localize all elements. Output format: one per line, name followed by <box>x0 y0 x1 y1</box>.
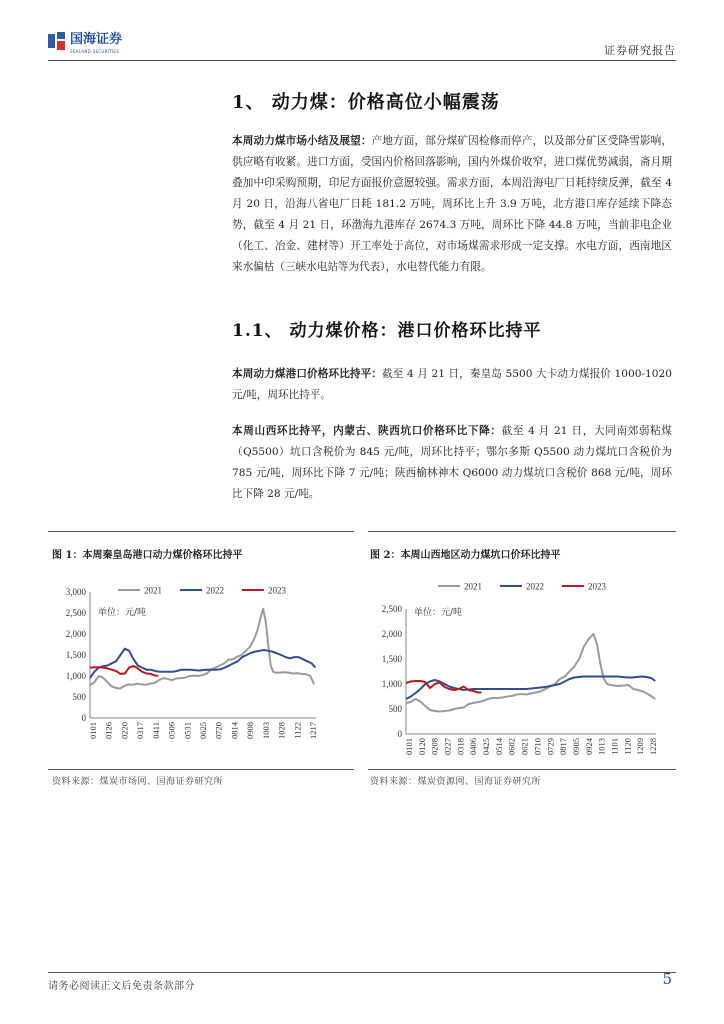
company-logo <box>48 28 122 54</box>
port-price-paragraph <box>232 364 672 406</box>
x-tick-label: 0406 <box>468 738 479 755</box>
legend-label-2021: 2021 <box>144 585 162 596</box>
x-tick-label: 0514 <box>493 738 504 755</box>
summary-lead: 本周动力煤市场小结及展望： <box>232 135 372 147</box>
x-tick-label: 0208 <box>429 738 440 755</box>
series-line-2022 <box>406 677 655 700</box>
x-tick-label: 0318 <box>455 738 466 755</box>
x-tick-label: 1101 <box>609 738 620 755</box>
x-tick-label: 0905 <box>570 738 581 755</box>
legend-label-2021: 2021 <box>464 581 482 592</box>
figure-2-top-rule <box>368 531 676 532</box>
y-tick-label: 2,000 <box>65 629 86 639</box>
x-tick-label: 0126 <box>103 722 114 739</box>
section-heading: 1、 动力煤：价格高位小幅震荡 <box>232 92 500 113</box>
x-tick-label: 1013 <box>596 738 607 755</box>
legend-label-2023: 2023 <box>268 585 286 596</box>
figure-1-top-rule <box>48 531 354 532</box>
y-tick-label: 2,500 <box>381 604 402 614</box>
x-tick-label: 0710 <box>532 738 543 755</box>
x-tick-label: 0720 <box>213 722 224 739</box>
header-divider <box>48 60 676 61</box>
footer-divider <box>48 972 676 973</box>
figure-2-bottom-rule <box>368 769 676 770</box>
unit-label: 单位：元/吨 <box>414 608 463 618</box>
figure-2-title: 图 2：本周山西地区动力煤坑口价环比持平 <box>370 550 561 561</box>
figure-1-bottom-rule <box>48 769 354 770</box>
y-tick-label: 0 <box>397 729 402 739</box>
summary-paragraph <box>232 131 672 278</box>
x-tick-label: 0411 <box>150 722 161 739</box>
x-tick-label: 1209 <box>635 738 646 755</box>
y-tick-label: 1,500 <box>381 654 402 664</box>
x-tick-label: 1228 <box>648 738 658 755</box>
summary-body: 产地方面，部分煤矿因检修而停产，以及部分矿区受降雪影响，供应略有收紧。进口方面，受国内价格回落影响，国内外煤价收窄，进口煤优势减弱，斋月期叠加中印采购预期，印尼方面报价意愿较强。需求方面，本周沿海电厂日耗持续反弹，截至 4 月 20 日，沿海八省电厂日耗 181.2 万吨，周环比上升 3.9 万吨，北方港口库存延续下降态势，截至 4 月 21 日，环渤海九港库存 2674.3 万吨，周环比下降 44.8 万吨，当前非电企业（化工、冶金、建材等）开工率处于高位，对市场煤需求形成一定支撑。水电方面，西南地区来水偏枯（三峡水电站等为代表），水电替代能力有限。 <box>232 135 673 273</box>
y-tick-label: 2,000 <box>381 629 402 639</box>
logo-text: 国海证券 <box>70 32 123 47</box>
x-tick-label: 0625 <box>198 722 208 739</box>
x-tick-label: 1217 <box>308 722 318 739</box>
series-line-2023 <box>90 666 158 676</box>
port-price-lead: 本周动力煤港口价格环比持平： <box>232 368 383 380</box>
logo-mark-icon <box>48 32 66 50</box>
x-tick-label: 0621 <box>519 738 530 755</box>
report-type-label: 证券研究报告 <box>604 44 676 57</box>
x-tick-label: 0220 <box>119 722 130 739</box>
x-tick-label: 1122 <box>292 722 303 739</box>
y-tick-label: 3,000 <box>65 587 86 597</box>
pithead-price-lead: 本周山西环比持平，内蒙古、陕西坑口价格环比下降： <box>232 425 502 437</box>
x-tick-label: 0101 <box>88 722 98 739</box>
x-tick-label: 0101 <box>404 738 414 755</box>
subsection-heading: 1.1、 动力煤价格：港口价格环比持平 <box>232 321 542 341</box>
legend-label-2022: 2022 <box>526 581 544 592</box>
x-tick-label: 0506 <box>166 722 177 739</box>
y-tick-label: 1,500 <box>65 650 86 660</box>
y-tick-label: 1,000 <box>65 671 86 681</box>
logo-subtext: SEALAND SECURITIES <box>70 49 120 54</box>
disclaimer-note: 请务必阅读正文后免责条款部分 <box>48 981 195 992</box>
figure-2-chart <box>368 570 676 766</box>
x-tick-label: 1003 <box>260 722 271 739</box>
figure-1-source: 资料来源：煤炭市场网、国海证券研究所 <box>52 777 224 787</box>
y-tick-label: 1,000 <box>381 679 402 689</box>
x-tick-label: 0531 <box>182 722 193 739</box>
x-tick-label: 0120 <box>416 738 427 755</box>
x-tick-label: 0317 <box>135 722 146 739</box>
port-price-body: 截至 4 月 21 日，秦皇岛 5500 大卡动力煤报价 1000-1020 元/吨，周环比持平。 <box>232 368 672 401</box>
x-tick-label: 0729 <box>545 738 556 755</box>
figure-2-source: 资料来源：煤炭资源网、国海证券研究所 <box>370 777 542 787</box>
x-tick-label: 1028 <box>276 722 287 739</box>
x-tick-label: 0814 <box>229 722 240 739</box>
figure-1-chart <box>48 570 354 766</box>
x-tick-label: 0924 <box>583 738 594 755</box>
y-tick-label: 0 <box>81 713 86 723</box>
legend-label-2022: 2022 <box>206 585 224 596</box>
page-number: 5 <box>662 970 672 988</box>
x-tick-label: 0425 <box>481 738 492 755</box>
pithead-price-body: 截至 4 月 21 日，大同南郊弱粘煤（Q5500）坑口含税价为 845 元/吨，周环比持平；鄂尔多斯 Q5500 动力煤坑口含税价为 785 元/吨，周环比下降 7 元/吨；陕西榆林神木 Q6000 动力煤坑口含税价 868 元/吨，周环比下降 28 元/吨。 <box>232 425 672 500</box>
x-tick-label: 0817 <box>558 738 569 755</box>
legend-label-2023: 2023 <box>588 581 606 592</box>
figure-1-title: 图 1：本周秦皇岛港口动力煤价格环比持平 <box>52 550 243 561</box>
x-tick-label: 0908 <box>245 722 256 739</box>
y-tick-label: 500 <box>72 692 86 702</box>
page-header <box>48 18 676 60</box>
y-tick-label: 500 <box>388 704 402 714</box>
x-tick-label: 1120 <box>622 738 633 755</box>
pithead-price-paragraph <box>232 421 672 505</box>
y-tick-label: 2,500 <box>65 608 86 618</box>
x-tick-label: 0227 <box>442 738 453 755</box>
x-tick-label: 0602 <box>506 738 517 755</box>
unit-label: 单位：元/吨 <box>98 608 147 618</box>
series-line-2021 <box>406 634 655 712</box>
